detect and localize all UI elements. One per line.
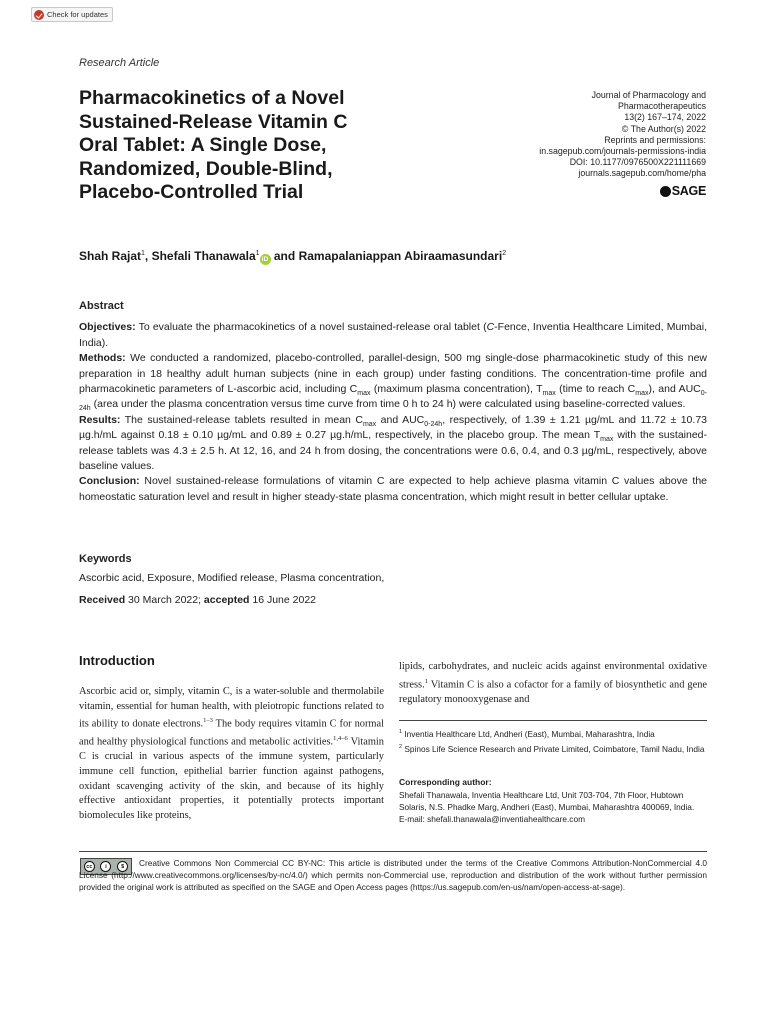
affiliation xyxy=(399,726,707,740)
license-divider xyxy=(79,851,707,852)
journal-info-line: © The Author(s) 2022 xyxy=(621,123,706,134)
author-list xyxy=(79,249,506,265)
body-text: Vitamin C is crucial in various aspects of the immune system, particularly immune cell function, epithelial barrier function against pathogens, oxidant scavenging activity of the skin, and because of its highly effective antioxidant properties, it potentially protects important biomolecules like proteins, xyxy=(79,736,384,821)
abstract xyxy=(79,299,707,505)
results-text: with the sustained-release tablets was 4.3 ± 2.5 h. At 12, 16, and 24 h from dosing, the concentrations were 0.6, 0.4, and 0.3 µg/mL, respectively, above baseline values. xyxy=(79,429,708,473)
check-updates-label: Check for updates xyxy=(47,10,108,19)
orcid-icon[interactable]: iD xyxy=(260,254,271,265)
subscript: max xyxy=(362,420,377,428)
subscript: 0-24h xyxy=(424,420,443,428)
author-name: Shah Rajat xyxy=(79,249,142,263)
license-text: Creative Commons Non Commercial CC BY-NC: This article is distributed under the terms of the Creative Commons Attribution-NonCommercial 4.0 License (http://www.creativecommons.org/licenses/by-nc/4.0/) which permits non-Commercial use, reproduction and distribution of the work without further permission provided the original work is attributed as specified on the SAGE and Open Access pages (https://us.sagepub.com/en-us/nam/open-access-at-sage). xyxy=(79,858,707,892)
abstract-objectives xyxy=(79,320,707,351)
affiliation-marker: 1 xyxy=(141,250,145,257)
introduction-heading: Introduction xyxy=(79,653,155,668)
citation-link[interactable]: 1,4–6 xyxy=(333,735,348,743)
check-for-updates-button[interactable] xyxy=(31,7,113,22)
journal-info-line: Reprints and permissions: xyxy=(604,134,706,145)
subscript: max xyxy=(542,390,556,398)
affiliations xyxy=(399,726,707,756)
by-icon: i xyxy=(100,861,111,872)
affiliation xyxy=(399,741,707,755)
journal-info-line: Journal of Pharmacology and xyxy=(591,90,706,100)
conclusion-label: Conclusion: xyxy=(79,475,140,488)
body-text: Vitamin C is also a cofactor for a family of biosynthetic and gene regulatory monooxygenase and xyxy=(399,679,707,705)
sage-logo-text: SAGE xyxy=(671,184,706,198)
footnote-divider xyxy=(399,720,707,721)
citation-link[interactable]: 1 xyxy=(424,677,428,685)
corresponding-author xyxy=(399,776,707,825)
author-name: Shefali Thanawala xyxy=(151,249,256,263)
sage-mark-icon xyxy=(660,186,671,197)
check-updates-icon xyxy=(34,10,44,20)
affiliation-text: Spinos Life Science Research and Private Limited, Coimbatore, Tamil Nadu, India xyxy=(402,743,705,754)
accepted-date: 16 June 2022 xyxy=(249,594,317,606)
methods-text: (maximum plasma concentration), T xyxy=(370,383,543,396)
abstract-heading: Abstract xyxy=(79,300,124,312)
results-text: and AUC xyxy=(376,413,425,426)
objectives-label: Objectives: xyxy=(79,321,136,334)
received-date: 30 March 2022; xyxy=(125,594,204,606)
body-text: lipids, carbohydrates, and nucleic acids against environmental oxidative stress. xyxy=(399,661,707,691)
methods-text: (time to reach C xyxy=(555,383,636,396)
article-type: Research Article xyxy=(79,57,160,69)
article-dates xyxy=(79,594,316,606)
journal-info-link[interactable]: in.sagepub.com/journals-permissions-india xyxy=(539,146,706,157)
citation-link[interactable]: 1–3 xyxy=(203,717,213,725)
keywords xyxy=(79,552,707,586)
results-text: The sustained-release tablets resulted in mean C xyxy=(120,413,363,426)
conclusion-text: Novel sustained-release formulations of vitamin C are expected to help achieve plasma vitamin C values above the homeostatic saturation level and result in higher steady-state plasma concentration, which might result in better cellular uptake. xyxy=(79,475,707,503)
abstract-methods xyxy=(79,351,707,413)
journal-info-line: Pharmacotherapeutics xyxy=(617,101,706,112)
introduction-paragraph xyxy=(79,685,384,823)
methods-label: Methods: xyxy=(79,352,126,365)
journal-home-link[interactable]: journals.sagepub.com/home/pha xyxy=(578,168,706,179)
nc-icon: $ xyxy=(117,861,128,872)
body-text: Ascorbic acid or, simply, vitamin C, is a water-soluble and thermolabile vitamin, essential for human health, with pleiotropic functions related to its ability to donate electrons. xyxy=(79,686,384,730)
affiliation-marker: 2 xyxy=(399,743,403,750)
affiliation-text: Inventia Healthcare Ltd, Andheri (East), Mumbai, Maharashtra, India xyxy=(402,728,655,739)
article-title: Pharmacokinetics of a Novel Sustained-Release Vitamin C Oral Tablet: A Single Dose, Randomized, Double-Blind, Placebo-Controlled Trial xyxy=(79,87,348,203)
subscript: max xyxy=(600,436,614,444)
objectives-text: To evaluate the pharmacokinetics of a novel sustained-release oral tablet ( xyxy=(135,321,487,334)
affiliation-marker: 1 xyxy=(399,729,403,735)
abstract-results xyxy=(79,413,707,475)
corresponding-heading: Corresponding author: xyxy=(399,777,492,787)
methods-text: (area under the plasma concentration versus time curve from time 0 h to 24 h) were calculated using baseline-corrected values. xyxy=(90,398,686,411)
results-text: , respectively, of 1.39 ± 1.21 µg/mL and 11.72 ± 10.73 µg.h/mL against 0.18 ± 0.10 µg/mL and 0.89 ± 0.27 µg.h/mL, respectively, in the placebo group. The mean T xyxy=(79,413,707,442)
author-name: Ramapalaniappan Abiraamasundari xyxy=(298,249,503,263)
corresponding-address: Shefali Thanawala, Inventia Healthcare Ltd, Unit 703-704, 7th Floor, Hubtown Solaris, N.S. Phadke Marg, Andheri (East), Mumbai, Maharashtra 400069, India. xyxy=(399,790,695,812)
journal-info-line: 13(2) 167–174, 2022 xyxy=(624,112,706,123)
objectives-brand: C xyxy=(486,321,495,334)
subscript: max xyxy=(635,390,649,398)
affiliation-marker: 1 xyxy=(255,250,260,257)
results-label: Results: xyxy=(79,413,121,426)
objectives-text: -Fence, Inventia Healthcare Limited, Mumbai, India). xyxy=(79,321,707,349)
journal-info xyxy=(456,90,706,180)
keywords-text: Ascorbic acid, Exposure, Modified release, Plasma concentration, xyxy=(79,572,385,584)
accepted-label: accepted xyxy=(203,594,250,606)
abstract-conclusion xyxy=(79,474,707,505)
author-separator: and xyxy=(270,249,299,263)
affiliation-marker: 2 xyxy=(502,250,507,257)
body-text: The body requires vitamin C for normal and healthy physiological functions and metabolic activities. xyxy=(79,718,384,748)
methods-text: ), and AUC xyxy=(648,383,701,396)
cc-icon: cc xyxy=(84,861,95,872)
methods-text: We conducted a randomized, placebo-controlled, parallel-design, 500 mg single-dose pharmacokinetic study of this new preparation in 18 healthy adult human subjects (nine in each group) under fasting conditions. The concentration-time profile and pharmacokinetic parameters of L-ascorbic acid, including C xyxy=(79,352,707,396)
author-separator: , xyxy=(144,249,152,263)
subscript: 0-24h xyxy=(79,390,708,413)
subscript: max xyxy=(357,390,371,398)
sage-logo xyxy=(660,184,706,198)
keywords-heading: Keywords xyxy=(79,553,132,565)
introduction-paragraph-continued xyxy=(399,660,707,707)
corresponding-email[interactable]: E-mail: shefali.thanawala@inventiahealthcare.com xyxy=(399,814,585,824)
received-label: Received xyxy=(79,594,126,606)
doi-link[interactable]: DOI: 10.1177/0976500X221111669 xyxy=(569,157,706,168)
